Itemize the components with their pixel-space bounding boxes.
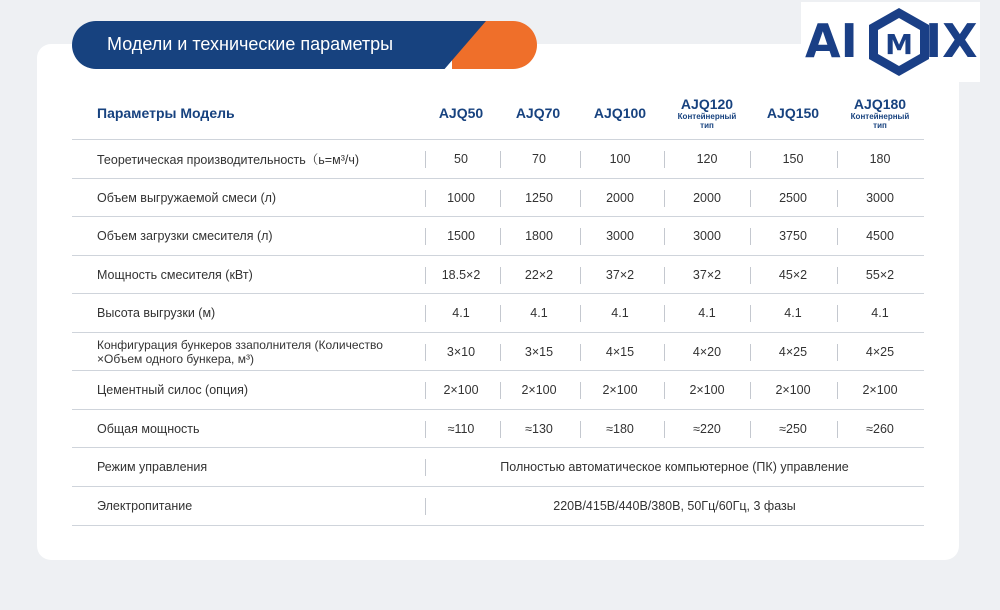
column-divider bbox=[750, 305, 751, 322]
table-cell: 3000 bbox=[606, 229, 634, 243]
table-cell: 1000 bbox=[447, 190, 475, 205]
table-row bbox=[72, 486, 924, 526]
row-label: Общая мощность bbox=[97, 421, 200, 436]
table-cell: 180 bbox=[869, 152, 891, 166]
table-cell: 18.5×2 bbox=[441, 267, 481, 282]
column-divider bbox=[750, 382, 751, 399]
table-cell: 120 bbox=[696, 152, 718, 166]
table-cell: 2500 bbox=[779, 190, 807, 205]
aimix-logo bbox=[801, 2, 980, 82]
model-subtitle: Контейнерный тип bbox=[677, 112, 737, 130]
table-row bbox=[72, 332, 924, 371]
table-row bbox=[72, 447, 924, 486]
table-row bbox=[72, 293, 924, 332]
model-name: AJQ120 bbox=[680, 96, 734, 112]
table-row bbox=[72, 139, 924, 178]
table-cell: 2×100 bbox=[775, 383, 811, 397]
table-cell: 4.1 bbox=[784, 306, 802, 320]
column-divider bbox=[837, 267, 838, 284]
column-divider bbox=[837, 305, 838, 322]
logo-text-right: IX bbox=[925, 14, 978, 68]
table-row bbox=[72, 216, 924, 255]
spanning-cell: Полностью автоматическое компьютерное (ПК) управление bbox=[500, 460, 849, 474]
table-cell: 4×15 bbox=[605, 344, 635, 359]
model-header bbox=[839, 88, 921, 138]
column-divider bbox=[500, 382, 501, 399]
table-cell: ≈130 bbox=[525, 421, 553, 436]
table-cell: 3000 bbox=[866, 190, 894, 205]
table-cell: ≈110 bbox=[447, 421, 475, 436]
logo-hexagon-icon bbox=[866, 6, 932, 78]
column-divider bbox=[837, 228, 838, 245]
column-divider bbox=[500, 344, 501, 361]
column-divider bbox=[750, 228, 751, 245]
table-cell: 4500 bbox=[866, 229, 894, 243]
model-name: AJQ180 bbox=[853, 96, 907, 112]
table-cell: 4.1 bbox=[698, 306, 716, 320]
row-label: Конфигурация бункеров ззаполнителя (Количество ×Объем одного бункера, м³) bbox=[97, 337, 383, 366]
row-label: Цементный силос (опция) bbox=[97, 383, 249, 397]
model-name: AJQ100 bbox=[593, 105, 647, 121]
column-divider bbox=[425, 190, 426, 207]
table-cell: ≈250 bbox=[779, 421, 807, 436]
column-divider bbox=[750, 421, 751, 438]
logo-text-left: AI bbox=[805, 14, 858, 68]
column-divider bbox=[750, 267, 751, 284]
column-divider bbox=[580, 267, 581, 284]
column-divider bbox=[837, 151, 838, 168]
column-divider bbox=[664, 382, 665, 399]
column-divider bbox=[837, 190, 838, 207]
row-label: Объем выгружаемой смеси (л) bbox=[97, 190, 277, 205]
column-divider bbox=[425, 228, 426, 245]
column-divider bbox=[425, 151, 426, 168]
column-divider bbox=[425, 305, 426, 322]
table-cell: 2×100 bbox=[443, 383, 479, 397]
column-divider bbox=[664, 228, 665, 245]
column-divider bbox=[425, 267, 426, 284]
table-row bbox=[72, 409, 924, 448]
table-cell: 45×2 bbox=[778, 267, 808, 282]
table-cell: 3×10 bbox=[446, 344, 476, 359]
table-cell: ≈220 bbox=[693, 421, 721, 436]
row-label: Мощность смесителя (кВт) bbox=[97, 267, 253, 282]
column-divider bbox=[664, 344, 665, 361]
logo-mark-letter: M bbox=[885, 28, 913, 61]
header-label: Параметры Модель bbox=[97, 105, 235, 121]
column-divider bbox=[580, 305, 581, 322]
column-divider bbox=[837, 382, 838, 399]
table-header bbox=[72, 88, 924, 138]
model-header bbox=[579, 88, 661, 138]
column-divider bbox=[500, 190, 501, 207]
table-cell: 1250 bbox=[525, 190, 553, 205]
table-cell: 2×100 bbox=[602, 383, 638, 397]
section-banner bbox=[72, 21, 537, 69]
table-cell: 3750 bbox=[779, 229, 807, 243]
table-cell: 100 bbox=[609, 152, 631, 166]
column-divider bbox=[425, 421, 426, 438]
table-cell: 4×25 bbox=[865, 344, 895, 359]
column-divider bbox=[500, 151, 501, 168]
column-divider bbox=[837, 344, 838, 361]
table-row bbox=[72, 370, 924, 409]
column-divider bbox=[580, 421, 581, 438]
column-divider bbox=[580, 382, 581, 399]
column-divider bbox=[580, 228, 581, 245]
table-cell: 4.1 bbox=[871, 306, 889, 320]
table-cell: 2×100 bbox=[862, 383, 898, 397]
model-name: AJQ70 bbox=[515, 105, 561, 121]
column-divider bbox=[500, 421, 501, 438]
column-divider bbox=[580, 151, 581, 168]
table-cell: 3000 bbox=[693, 229, 721, 243]
column-divider bbox=[664, 305, 665, 322]
table-row bbox=[72, 178, 924, 217]
column-divider bbox=[750, 190, 751, 207]
model-header bbox=[425, 88, 497, 138]
column-divider bbox=[580, 344, 581, 361]
table-cell: 1500 bbox=[447, 229, 475, 243]
column-divider bbox=[425, 382, 426, 399]
column-divider bbox=[425, 344, 426, 361]
model-name: AJQ50 bbox=[438, 105, 484, 121]
model-name: AJQ150 bbox=[766, 105, 820, 121]
model-header bbox=[666, 88, 748, 138]
table-cell: 2×100 bbox=[689, 383, 725, 397]
table-cell: ≈180 bbox=[606, 421, 634, 436]
table-cell: 150 bbox=[782, 152, 804, 166]
table-cell: ≈260 bbox=[866, 421, 894, 436]
table-cell: 4.1 bbox=[530, 306, 548, 320]
model-subtitle: Контейнерный тип bbox=[850, 112, 910, 130]
column-divider bbox=[664, 421, 665, 438]
column-divider bbox=[750, 151, 751, 168]
banner-title: Модели и технические параметры bbox=[107, 34, 394, 54]
table-cell: 50 bbox=[454, 152, 468, 166]
table-cell: 2000 bbox=[693, 190, 721, 205]
model-header bbox=[755, 88, 831, 138]
row-label: Режим управления bbox=[97, 460, 208, 474]
column-divider bbox=[500, 267, 501, 284]
model-header bbox=[502, 88, 574, 138]
column-divider bbox=[500, 305, 501, 322]
column-divider bbox=[664, 267, 665, 284]
spanning-cell: 220В/415В/440В/380В, 50Гц/60Гц, 3 фазы bbox=[553, 498, 796, 513]
table-cell: 2000 bbox=[606, 190, 634, 205]
table-cell: 2×100 bbox=[521, 383, 557, 397]
table-cell: 4.1 bbox=[452, 306, 470, 320]
column-divider bbox=[750, 344, 751, 361]
table-cell: 4×25 bbox=[778, 344, 808, 359]
column-divider bbox=[664, 151, 665, 168]
row-label: Высота выгрузки (м) bbox=[97, 306, 216, 320]
table-cell: 55×2 bbox=[865, 267, 895, 282]
table-cell: 4×20 bbox=[692, 344, 722, 359]
table-cell: 22×2 bbox=[524, 267, 554, 282]
row-label: Объем загрузки смесителя (л) bbox=[97, 229, 273, 243]
column-divider bbox=[580, 190, 581, 207]
column-divider bbox=[837, 421, 838, 438]
table-cell: 70 bbox=[532, 152, 546, 166]
table-cell: 37×2 bbox=[605, 267, 635, 282]
table-cell: 37×2 bbox=[692, 267, 722, 282]
table-cell: 1800 bbox=[525, 229, 553, 243]
table-cell: 4.1 bbox=[611, 306, 629, 320]
table-row bbox=[72, 255, 924, 294]
row-label: Электропитание bbox=[97, 498, 193, 513]
column-divider bbox=[664, 190, 665, 207]
column-divider bbox=[500, 228, 501, 245]
table-cell: 3×15 bbox=[524, 344, 554, 359]
row-label: Теоретическая производительность（ь=м³/ч) bbox=[97, 153, 360, 167]
